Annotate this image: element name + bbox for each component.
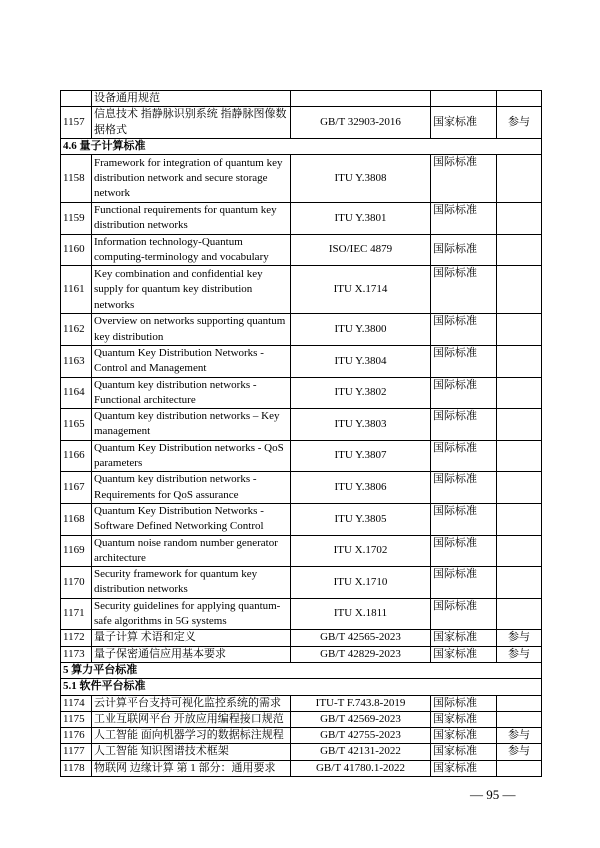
standard-number: 1177: [61, 744, 92, 760]
standard-name: 量子计算 术语和定义: [92, 630, 291, 646]
standard-code: ISO/IEC 4879: [291, 234, 431, 266]
participation-status: [497, 760, 542, 776]
standard-name: 人工智能 知识图谱技术框架: [92, 744, 291, 760]
standard-number: 1175: [61, 711, 92, 727]
standard-number: 1166: [61, 440, 92, 472]
table-row: [61, 503, 542, 535]
table-row: [61, 646, 542, 662]
standard-type: 国际标准: [431, 266, 497, 314]
standard-name: Quantum key distribution networks - Requirements for QoS assurance: [92, 472, 291, 504]
standard-name: 信息技术 指静脉识别系统 指静脉图像数据格式: [92, 107, 291, 139]
standard-name: Quantum key distribution networks – Key management: [92, 409, 291, 441]
participation-status: [497, 409, 542, 441]
section-heading: 5.1 软件平台标准: [61, 679, 542, 695]
standard-type: 国际标准: [431, 535, 497, 567]
standard-type: [431, 91, 497, 107]
standard-type: 国际标准: [431, 567, 497, 599]
table-row: [61, 234, 542, 266]
standard-name: 物联网 边缘计算 第 1 部分：通用要求: [92, 760, 291, 776]
section-heading: 5 算力平台标准: [61, 662, 542, 678]
standard-code: GB/T 42829-2023: [291, 646, 431, 662]
standard-type: 国际标准: [431, 203, 497, 235]
standard-code: ITU Y.3804: [291, 345, 431, 377]
standard-name: Quantum noise random number generator architecture: [92, 535, 291, 567]
table-row: [61, 266, 542, 314]
standard-code: ITU Y.3808: [291, 155, 431, 203]
standard-type: 国际标准: [431, 314, 497, 346]
standard-name: Quantum Key Distribution Networks - Software Defined Networking Control: [92, 503, 291, 535]
section-heading: 4.6 量子计算标准: [61, 138, 542, 154]
standard-code: ITU Y.3800: [291, 314, 431, 346]
standard-number: 1161: [61, 266, 92, 314]
standard-number: 1172: [61, 630, 92, 646]
standard-type: 国家标准: [431, 760, 497, 776]
standard-code: ITU X.1811: [291, 598, 431, 630]
standard-number: 1174: [61, 695, 92, 711]
standard-number: 1176: [61, 728, 92, 744]
standard-code: GB/T 41780.1-2022: [291, 760, 431, 776]
standard-code: ITU X.1714: [291, 266, 431, 314]
standard-code: [291, 91, 431, 107]
participation-status: [497, 440, 542, 472]
participation-status: 参与: [497, 728, 542, 744]
table-row: [61, 409, 542, 441]
standard-number: 1171: [61, 598, 92, 630]
standard-type: 国际标准: [431, 503, 497, 535]
table-row: [61, 91, 542, 107]
standard-number: 1162: [61, 314, 92, 346]
standard-name: Key combination and confidential key supply for quantum key distribution networks: [92, 266, 291, 314]
standard-type: 国家标准: [431, 646, 497, 662]
standard-code: GB/T 32903-2016: [291, 107, 431, 139]
participation-status: [497, 695, 542, 711]
standard-name: 云计算平台支持可视化监控系统的需求: [92, 695, 291, 711]
participation-status: 参与: [497, 630, 542, 646]
table-row: [61, 440, 542, 472]
table-row: [61, 744, 542, 760]
participation-status: [497, 535, 542, 567]
table-row: [61, 567, 542, 599]
standard-type: 国家标准: [431, 744, 497, 760]
standard-type: 国际标准: [431, 155, 497, 203]
standard-code: ITU X.1702: [291, 535, 431, 567]
participation-status: [497, 234, 542, 266]
standard-code: ITU Y.3802: [291, 377, 431, 409]
participation-status: [497, 567, 542, 599]
standard-code: GB/T 42565-2023: [291, 630, 431, 646]
standard-code: ITU X.1710: [291, 567, 431, 599]
standard-type: 国际标准: [431, 345, 497, 377]
participation-status: [497, 598, 542, 630]
standard-number: 1158: [61, 155, 92, 203]
standard-number: 1164: [61, 377, 92, 409]
table-row: [61, 472, 542, 504]
participation-status: [497, 503, 542, 535]
standard-type: 国际标准: [431, 234, 497, 266]
standard-number: 1163: [61, 345, 92, 377]
standard-name: Framework for integration of quantum key distribution network and secure storage network: [92, 155, 291, 203]
table-row: [61, 155, 542, 203]
table-row: [61, 695, 542, 711]
participation-status: [497, 345, 542, 377]
standard-name: Overview on networks supporting quantum key distribution: [92, 314, 291, 346]
section-row: [61, 138, 542, 154]
participation-status: [497, 314, 542, 346]
standard-number: 1173: [61, 646, 92, 662]
standard-name: 工业互联网平台 开放应用编程接口规范: [92, 711, 291, 727]
standard-code: ITU Y.3806: [291, 472, 431, 504]
standard-name: Security guidelines for applying quantum-safe algorithms in 5G systems: [92, 598, 291, 630]
participation-status: [497, 711, 542, 727]
participation-status: [497, 203, 542, 235]
table-row: [61, 728, 542, 744]
standard-number: 1178: [61, 760, 92, 776]
standard-code: ITU Y.3803: [291, 409, 431, 441]
standard-number: 1167: [61, 472, 92, 504]
standard-type: 国际标准: [431, 377, 497, 409]
standard-code: GB/T 42131-2022: [291, 744, 431, 760]
table-row: [61, 314, 542, 346]
table-row: [61, 535, 542, 567]
page-number: — 95 —: [470, 787, 516, 802]
standard-number: 1165: [61, 409, 92, 441]
standard-code: ITU Y.3805: [291, 503, 431, 535]
standard-name: Quantum Key Distribution Networks - Control and Management: [92, 345, 291, 377]
standard-number: 1159: [61, 203, 92, 235]
standard-type: 国家标准: [431, 630, 497, 646]
standard-name: 人工智能 面向机器学习的数据标注规程: [92, 728, 291, 744]
standard-name: Quantum Key Distribution networks - QoS parameters: [92, 440, 291, 472]
table-row: [61, 107, 542, 139]
standard-name: Security framework for quantum key distribution networks: [92, 567, 291, 599]
standard-number: 1160: [61, 234, 92, 266]
participation-status: [497, 91, 542, 107]
standard-name: 量子保密通信应用基本要求: [92, 646, 291, 662]
standard-number: 1168: [61, 503, 92, 535]
standard-number: 1169: [61, 535, 92, 567]
standard-code: ITU Y.3801: [291, 203, 431, 235]
participation-status: [497, 472, 542, 504]
standard-number: 1157: [61, 107, 92, 139]
standard-code: GB/T 42755-2023: [291, 728, 431, 744]
standard-type: 国际标准: [431, 695, 497, 711]
standard-name: 设备通用规范: [92, 91, 291, 107]
table-row: [61, 711, 542, 727]
standard-type: 国家标准: [431, 711, 497, 727]
standard-type: 国际标准: [431, 440, 497, 472]
table-row: [61, 630, 542, 646]
participation-status: 参与: [497, 744, 542, 760]
standard-type: 国家标准: [431, 728, 497, 744]
standard-number: 1170: [61, 567, 92, 599]
standard-name: Quantum key distribution networks - Functional architecture: [92, 377, 291, 409]
section-row: [61, 679, 542, 695]
table-row: [61, 203, 542, 235]
standard-type: 国际标准: [431, 598, 497, 630]
participation-status: [497, 155, 542, 203]
standard-type: 国际标准: [431, 472, 497, 504]
participation-status: [497, 377, 542, 409]
standard-name: Information technology-Quantum computing-terminology and vocabulary: [92, 234, 291, 266]
standard-code: ITU-T F.743.8-2019: [291, 695, 431, 711]
table-row: [61, 598, 542, 630]
standards-table-body: [61, 91, 542, 777]
participation-status: 参与: [497, 107, 542, 139]
standard-number: [61, 91, 92, 107]
standard-type: 国际标准: [431, 409, 497, 441]
section-row: [61, 662, 542, 678]
participation-status: 参与: [497, 646, 542, 662]
participation-status: [497, 266, 542, 314]
table-row: [61, 760, 542, 776]
standard-name: Functional requirements for quantum key distribution networks: [92, 203, 291, 235]
standard-code: ITU Y.3807: [291, 440, 431, 472]
standards-table: [60, 90, 542, 777]
table-row: [61, 345, 542, 377]
table-row: [61, 377, 542, 409]
standard-code: GB/T 42569-2023: [291, 711, 431, 727]
standard-type: 国家标准: [431, 107, 497, 139]
